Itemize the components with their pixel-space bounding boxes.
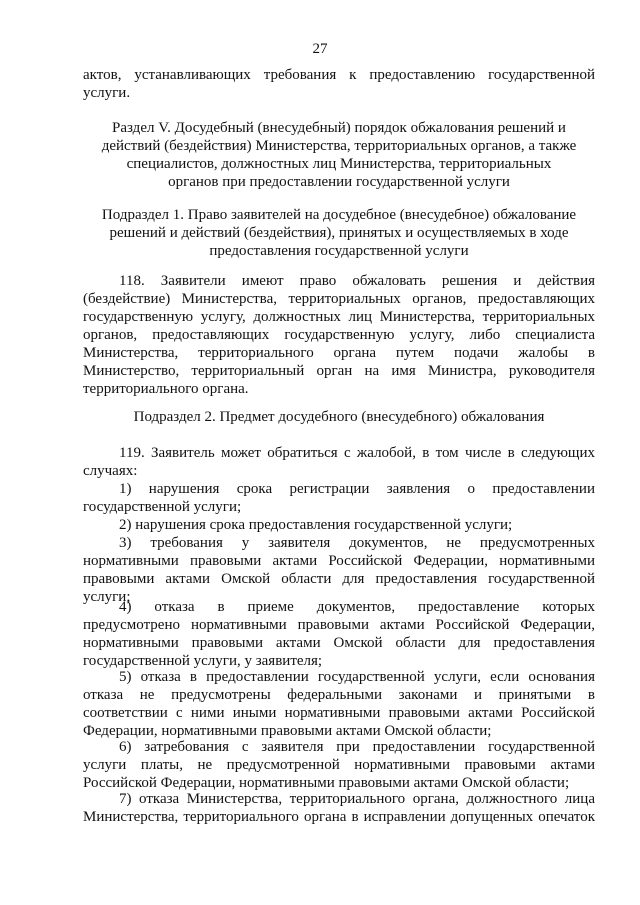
list-item-5 bbox=[83, 668, 595, 740]
intro-paragraph bbox=[83, 66, 595, 102]
text-line: 4) отказа в приеме документов, предоставление которых bbox=[119, 599, 595, 615]
text-line: 1) нарушения срока регистрации заявления о предоставлении bbox=[119, 481, 595, 497]
paragraph-119 bbox=[83, 444, 595, 480]
text-line: Федерации, нормативными правовыми актами Омской области; bbox=[83, 723, 492, 739]
heading-line: специалистов, должностных лиц Министерства, территориальных bbox=[126, 156, 552, 172]
text-line: нормативными правовыми актами Российской Федерации, нормативными bbox=[83, 553, 595, 569]
text-line: Российской Федерации, нормативными правовыми актами Омской области; bbox=[83, 775, 570, 791]
text-line: Министерство, территориальный орган на имя Министра, руководителя bbox=[83, 363, 595, 379]
heading-line: Раздел V. Досудебный (внесудебный) порядок обжалования решений и bbox=[112, 120, 566, 136]
text-line: нормативными правовыми актами Омской области для предоставления bbox=[83, 635, 595, 651]
list-item-6 bbox=[83, 738, 595, 792]
list-item-1 bbox=[83, 480, 595, 516]
text-line: соответствии с ними иными нормативными правовыми актами Российской bbox=[83, 705, 595, 721]
text-line: 118. Заявители имеют право обжаловать решения и действия bbox=[119, 273, 595, 289]
heading-line: решений и действий (бездействия), принятых и осуществляемых в ходе bbox=[109, 225, 569, 241]
subsection-1-title bbox=[83, 206, 595, 260]
list-item-4 bbox=[83, 598, 595, 670]
text-line: Министерства, территориального органа в исправлении допущенных опечаток bbox=[83, 809, 595, 825]
text-line: предусмотрено нормативными правовыми актами Российской Федерации, bbox=[83, 617, 595, 633]
text-line: 3) требования у заявителя документов, не предусмотренных bbox=[119, 535, 595, 551]
heading-line: действий (бездействия) Министерства, территориальных органов, а также bbox=[101, 138, 577, 154]
text-line: органов, предоставляющих государственную услугу, либо специалиста bbox=[83, 327, 595, 343]
text-line: отказа не предусмотрены федеральными законами и принятыми в bbox=[83, 687, 595, 703]
heading-line: органов при предоставлении государственной услуги bbox=[168, 174, 510, 190]
text-line: государственную услугу, должностных лиц Министерства, территориальных bbox=[83, 309, 595, 325]
list-item-7 bbox=[83, 790, 595, 826]
page-number: 27 bbox=[312, 41, 328, 57]
text-line: (бездействие) Министерства, территориальных органов, предоставляющих bbox=[83, 291, 595, 307]
text-line: 2) нарушения срока предоставления государственной услуги; bbox=[119, 517, 513, 533]
text-line: 6) затребования с заявителя при предоставлении государственной bbox=[119, 739, 595, 755]
text-line: услуги; bbox=[83, 589, 131, 605]
text-line: территориального органа. bbox=[83, 381, 249, 397]
subsection-2-title bbox=[83, 408, 595, 426]
text-line: 7) отказа Министерства, территориального органа, должностного лица bbox=[119, 791, 595, 807]
section-title bbox=[83, 119, 595, 191]
list-item-2 bbox=[83, 516, 595, 534]
text-line: услуги платы, не предусмотренной нормативными правовыми актами bbox=[83, 757, 595, 773]
paragraph-118 bbox=[83, 272, 595, 398]
text-line: государственной услуги; bbox=[83, 499, 242, 515]
list-item-3 bbox=[83, 534, 595, 606]
text-line: актов, устанавливающих требования к предоставлению государственной bbox=[83, 67, 595, 83]
text-line: Министерства, территориального органа путем подачи жалобы в bbox=[83, 345, 595, 361]
heading-line: Подраздел 1. Право заявителей на досудебное (внесудебное) обжалование bbox=[101, 207, 577, 223]
heading-line: предоставления государственной услуги bbox=[209, 243, 469, 259]
text-line: услуги. bbox=[83, 85, 131, 101]
text-line: государственной услуги, у заявителя; bbox=[83, 653, 323, 669]
text-line: 5) отказа в предоставлении государственной услуги, если основания bbox=[119, 669, 595, 685]
text-line: правовыми актами Омской области для предоставления государственной bbox=[83, 571, 595, 587]
text-line: случаях: bbox=[83, 463, 138, 479]
heading-line: Подраздел 2. Предмет досудебного (внесудебного) обжалования bbox=[133, 409, 545, 425]
text-line: 119. Заявитель может обратиться с жалобой, в том числе в следующих bbox=[119, 445, 595, 461]
